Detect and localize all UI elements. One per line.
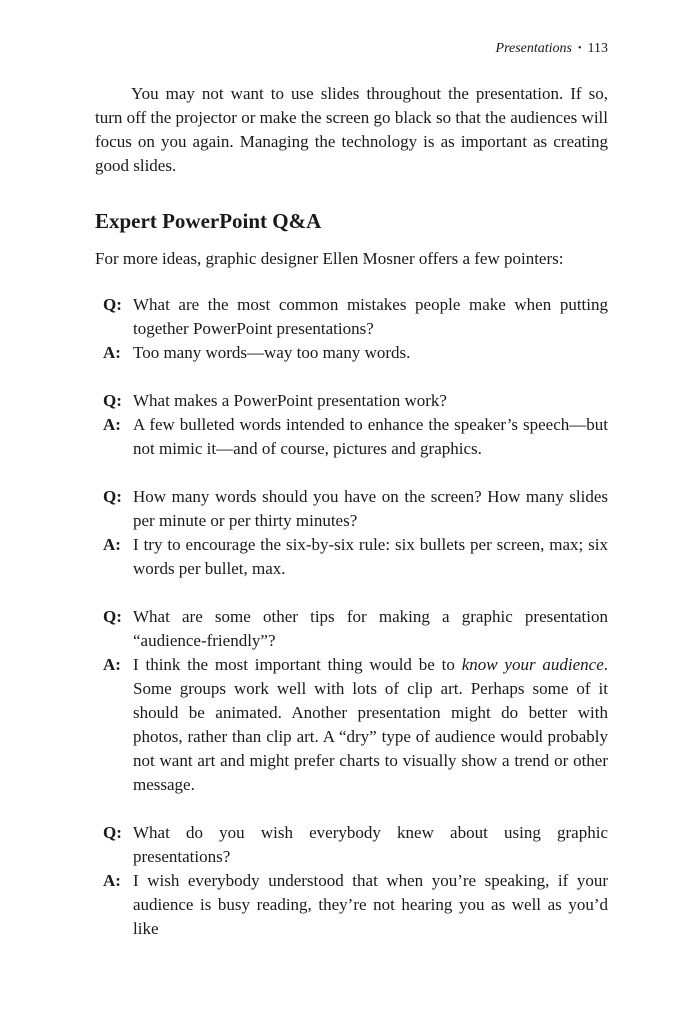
page-number: 113: [587, 41, 608, 56]
answer-text: I try to encourage the six-by-six rule: six bullets per screen, max; six words per bullet, max.: [133, 535, 608, 578]
answer-line: [103, 533, 608, 581]
qa-item-4: [103, 605, 608, 797]
question-label: Q:: [103, 607, 122, 626]
intro-paragraph: You may not want to use slides throughout the presentation. If so, turn off the projector or make the screen go black so that the audiences will focus on you again. Managing the technology is as important as creating good slides.: [95, 84, 608, 175]
running-header: [496, 40, 608, 58]
answer-label: A:: [103, 343, 121, 362]
question-text: What do you wish everybody knew about using graphic presentations?: [133, 823, 608, 866]
question-label: Q:: [103, 487, 122, 506]
question-text: What are some other tips for making a graphic presentation “audience-friendly”?: [133, 607, 608, 650]
question-label: Q:: [103, 295, 122, 314]
answer-text: [133, 653, 608, 797]
answer-line: [103, 653, 608, 797]
answer-line: [103, 869, 608, 941]
answer-label: A:: [103, 655, 121, 674]
question-text: What are the most common mistakes people make when putting together PowerPoint presentations?: [133, 295, 608, 338]
answer-text: Too many words—way too many words.: [133, 343, 411, 362]
qa-list: [103, 293, 608, 965]
header-section-title: Presentations: [495, 41, 572, 56]
question-label: Q:: [103, 823, 122, 842]
qa-item-1: [103, 293, 608, 365]
answer-label: A:: [103, 535, 121, 554]
answer-text-start: I think the most important thing would be to: [133, 655, 462, 674]
question-line: [103, 821, 608, 869]
question-label: Q:: [103, 391, 122, 410]
qa-item-3: [103, 485, 608, 581]
answer-label: A:: [103, 871, 121, 890]
question-line: [103, 605, 608, 653]
answer-line: [103, 413, 608, 461]
answer-text-end: . Some groups work well with lots of clip art. Perhaps some of it should be animated. Another presentation might do better with photos, rather than clip art. A “dry” type of audience would probably not want art and might prefer charts to visually show a trend or other message.: [133, 655, 608, 794]
question-text: How many words should you have on the screen? How many slides per minute or per thirty minutes?: [133, 487, 608, 530]
answer-text: I wish everybody understood that when you’re speaking, if your audience is busy reading, they’re not hearing you as well as you’d like: [133, 871, 608, 938]
qa-item-2: [103, 389, 608, 461]
answer-line: [103, 341, 608, 365]
answer-label: A:: [103, 415, 121, 434]
question-text: What makes a PowerPoint presentation work?: [133, 391, 447, 410]
answer-emphasis: know your audience: [461, 655, 604, 674]
question-line: [103, 293, 608, 341]
qa-item-5: [103, 821, 608, 941]
header-bullet-separator: •: [578, 43, 582, 54]
question-line: [103, 485, 608, 533]
section-lead: For more ideas, graphic designer Ellen Mosner offers a few pointers:: [95, 249, 564, 268]
section-heading: Expert PowerPoint Q&A: [95, 209, 322, 233]
answer-text: A few bulleted words intended to enhance the speaker’s speech—but not mimic it—and of course, pictures and graphics.: [133, 415, 608, 458]
intro-block: [95, 82, 608, 178]
question-line: [103, 389, 608, 413]
